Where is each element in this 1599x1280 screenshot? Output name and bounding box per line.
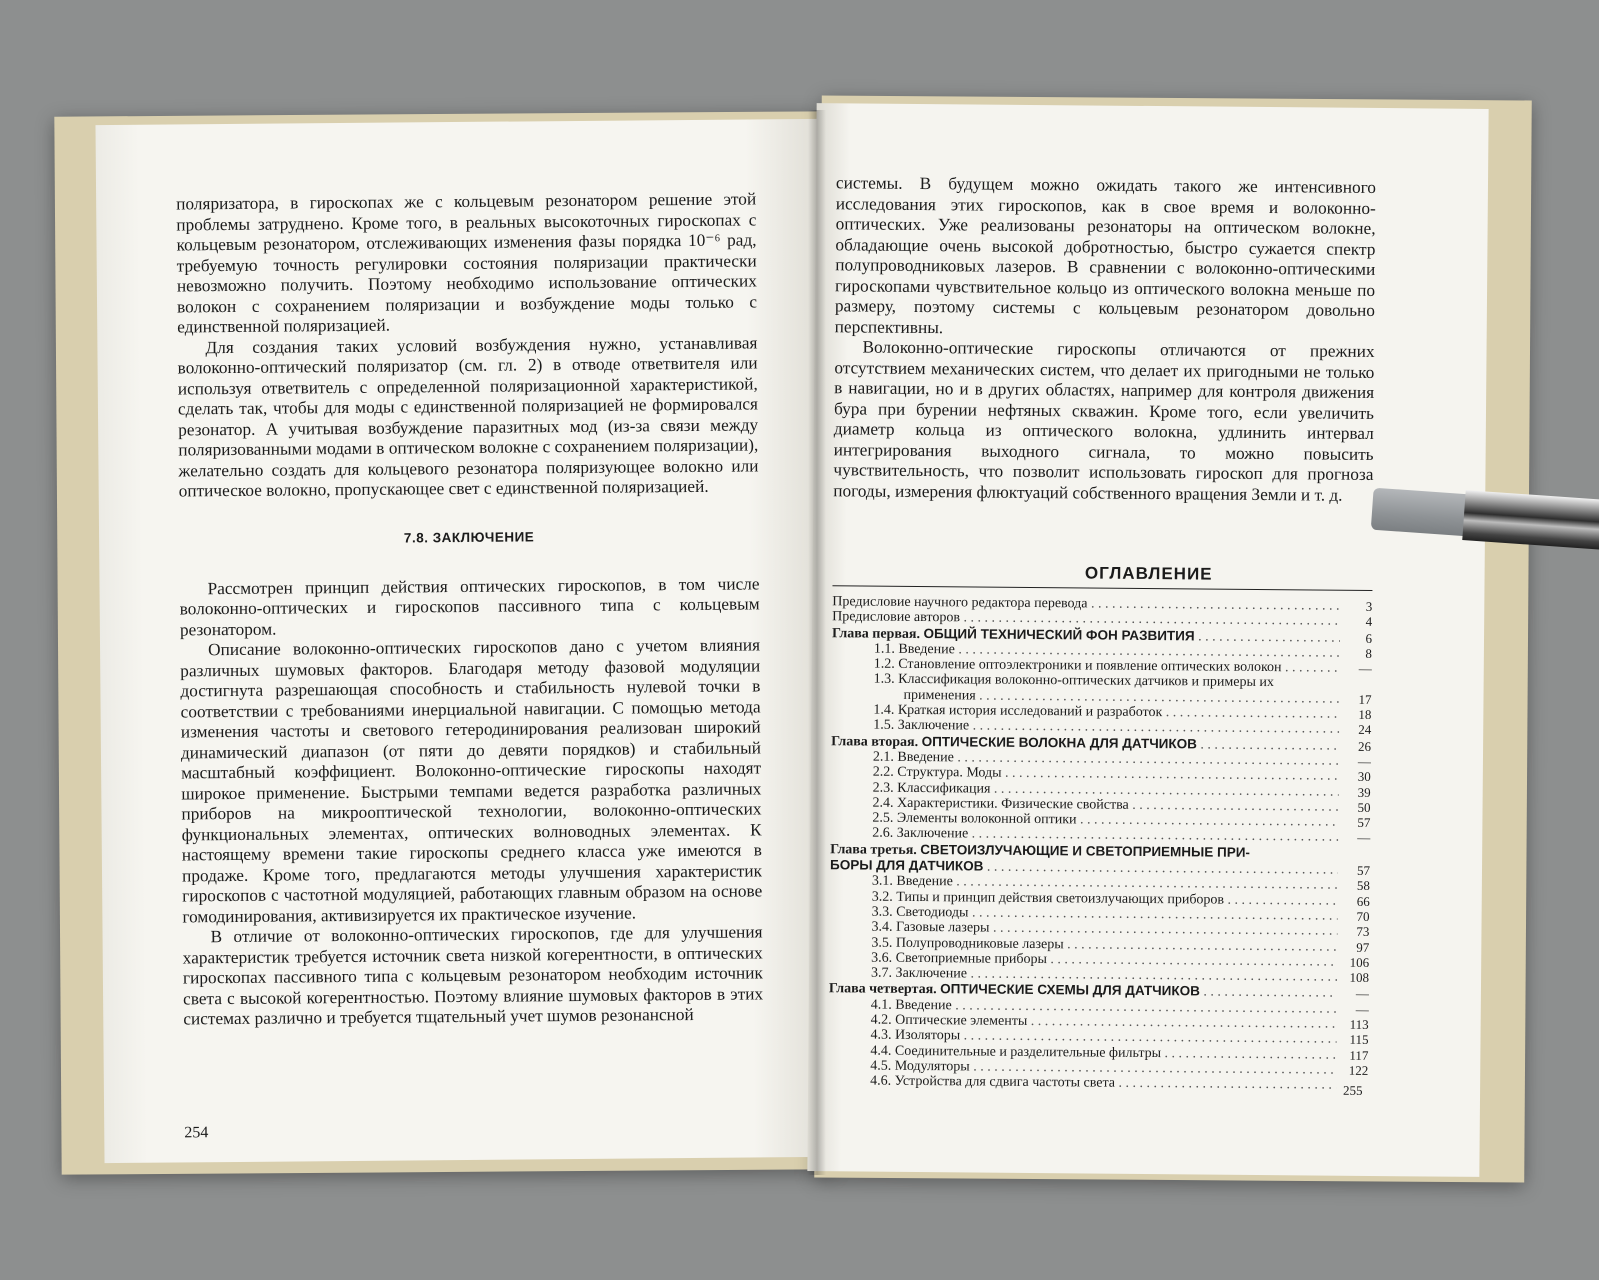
toc-page-number: 30: [1357, 769, 1371, 785]
toc-page-number: 106: [1349, 954, 1370, 970]
toc-page-number: 8: [1365, 645, 1372, 661]
left-paragraph-1: поляризатора, в гироскопах же с кольцевым резонатором решение этой проблемы затруднено. Кроме того, в реальных высокоточных гироскопах с кольцевым резонатором, отслеживающих изменения фазы порядка 10⁻⁶ рад, требуемую точность регулировки состояния поляризации практически невозможно получить. Поэтому необходимо использование оптических волокон с сохранением поляризации и возбуждение моды только с единственной поляризацией.: [176, 189, 758, 337]
page-number-right: 255: [1343, 1082, 1363, 1098]
toc-divider: [832, 585, 1372, 591]
toc-entry-label: 1.2. Становление оптоэлектроники и появление оптических волокон . . .: [874, 657, 1340, 676]
toc-entry-label: 4.6. Устройства для сдвига частоты света . . .: [870, 1074, 1336, 1093]
toc-page-number: 97: [1356, 939, 1370, 955]
toc-page-number: 122: [1348, 1062, 1369, 1078]
toc-chapter-number: Глава вторая.: [831, 733, 919, 750]
toc-page-number: 70: [1356, 908, 1370, 924]
section-heading: 7.8. ЗАКЛЮЧЕНИЕ: [403, 528, 535, 545]
toc-chapter-title: ОПТИЧЕСКИЕ СХЕМЫ ДЛЯ ДАТЧИКОВ: [940, 981, 1200, 999]
toc-entry-label: 1.4. Краткая история исследований и разработок . . .: [873, 703, 1339, 722]
toc-entry-label: 4.5. Модуляторы . . .: [870, 1058, 1336, 1077]
toc-chapter-number: Глава четвертая.: [828, 981, 937, 998]
toc-entry-label: применения . . .: [873, 687, 1339, 706]
toc-entry-label: 3.7. Заключение . . .: [871, 966, 1337, 985]
toc-chapter-title: ОПТИЧЕСКИЕ ВОЛОКНА ДЛЯ ДАТЧИКОВ: [921, 733, 1197, 752]
toc-page-number: 115: [1349, 1032, 1369, 1048]
toc-entry-label: Предисловие научного редактора перевода . . .: [832, 594, 1340, 614]
toc-entry-label: 2.4. Характеристики. Физические свойства . . .: [872, 795, 1338, 814]
toc-entry-label: 3.5. Полупроводниковые лазеры . . .: [871, 935, 1337, 954]
toc-entry-label: 1.3. Классификация волоконно-оптических датчиков и примеры их: [873, 672, 1274, 691]
toc-page-number: 18: [1358, 706, 1372, 723]
left-paragraph-5: В отличие от волоконно-оптических гироскопов, где для улучшения характеристик требуется источник света низкой когерентности, в оптических гироскопах пассивного типа с кольцевым резонатором необходим источник света с высокой когерентностью. Поэтому влияние шумовых факторов в этих системах различно и требуется тщательный учет шумов резонансной: [182, 922, 764, 1029]
toc-entry-label: 1.5. Заключение . . .: [873, 718, 1339, 737]
toc-entry-label: 3.6. Светоприемные приборы . . .: [871, 950, 1337, 969]
toc-entry-label: 3.3. Светодиоды . . .: [872, 905, 1338, 924]
toc-page-number: —: [1355, 1001, 1369, 1017]
toc-chapter-number: Глава третья.: [830, 841, 917, 858]
toc-entry-label: 4.4. Соединительные и разделительные фильтры . . .: [870, 1043, 1336, 1062]
toc-page-number: 4: [1365, 614, 1373, 630]
toc-entry-label: Предисловие авторов . . .: [832, 610, 1340, 630]
table-of-contents: [828, 594, 1372, 1093]
toc-entry-label: 2.6. Заключение . . .: [872, 826, 1338, 845]
right-text-column: [828, 173, 1376, 1093]
toc-page-number: —: [1357, 830, 1371, 846]
toc-page-number: 66: [1356, 893, 1370, 909]
toc-page-number: 57: [1356, 862, 1371, 878]
toc-entry-label: 2.2. Структура. Моды . . .: [873, 765, 1339, 784]
toc-entry-label: 3.4. Газовые лазеры . . .: [871, 920, 1337, 939]
toc-entry-label: 3.2. Типы и принцип действия светоизлучающих приборов . . .: [872, 889, 1338, 908]
toc-page-number: 58: [1356, 878, 1370, 894]
toc-page-number: —: [1358, 661, 1372, 677]
left-paragraph-2: Для создания таких условий возбуждения нужно, устанавливая волоконно-оптический поляризатор (см. гл. 2) в отводе ответвителя или используя ответвитель с определенной поляризационной характеристикой, сделать так, чтобы для моды с единственной поляризацией не формировался резонатор. А учитывая возбуждение паразитных мод (из-за связи между поляризованными модами в оптическом волокне с сохранением поляризации), желательно создать для кольцевого резонатора поляризующее волокно или оптическое волокно, пропускающее свет с единственной поляризацией.: [177, 332, 759, 501]
toc-entry-label: 2.5. Элементы волоконной оптики . . .: [872, 811, 1338, 830]
toc-entry-label: 3.1. Введение . . .: [872, 874, 1338, 893]
toc-page-number: —: [1355, 986, 1369, 1002]
left-paragraph-4: Описание волоконно-оптических гироскопов дано с учетом влияния различных шумовых факторов. Благодаря методу фазовой модуляции достигнута разрешающая способность и стабильность нулевой точки в соответствии с требованиями инерциальной навигации. С помощью метода изменения частоты и светового гетеродинирования реализован широкий динамический диапазон (от пяти до девяти порядков) и стабильный масштабный коэффициент. Волоконно-оптические гироскопы находят широкое применение. Быстрыми темпами ведется разработка различных приборов на микрооптической технологии, волоконно-оптических функциональных элементах, оптических волноводных элементах. К настоящему времени такие гироскопы среднего класса уже имеются в продаже. Кроме того, предлагаются методы улучшения характеристик гироскопов с частотной модуляцией, работающих главным образом на основе гомодинирования, активизируется их практическое изучение.: [180, 635, 763, 926]
toc-chapter-number: Глава первая.: [831, 625, 921, 642]
book-spine: [808, 110, 826, 1175]
toc-page-number: 50: [1357, 799, 1371, 815]
toc-page-number: 17: [1358, 691, 1372, 707]
toc-page-number: 6: [1365, 630, 1373, 646]
toc-page-number: 3: [1365, 598, 1373, 614]
toc-page-number: 117: [1349, 1047, 1369, 1063]
toc-page-number: 26: [1358, 738, 1372, 754]
page-number-left: 254: [184, 1124, 209, 1142]
toc-page-number: 57: [1357, 814, 1371, 831]
toc-entry-label: 2.3. Классификация . . .: [873, 780, 1339, 799]
right-paragraph-1: системы. В будущем можно ожидать такого же интенсивного исследования этих гироскопов, как в свое время и волоконно-оптических. Уже реализованы резонаторы на оптическом волокне, обладающие очень высокой добротностью, быстро сужается спектр полупроводниковых лазеров. В сравнении с волоконно-оптическими гироскопами чувствительное кольцо из оптического волокна меньше по размеру, поэтому системы с кольцевым резонатором довольно перспективны.: [834, 173, 1377, 337]
pen-cap: [1371, 488, 1474, 537]
toc-page-number: —: [1357, 753, 1372, 769]
toc-entry-label: 4.1. Введение . . .: [871, 997, 1337, 1016]
toc-chapter-title: БОРЫ ДЛЯ ДАТЧИКОВ: [829, 857, 984, 874]
toc-chapter-title: СВЕТОИЗЛУЧАЮЩИЕ И СВЕТОПРИЕМНЫЕ ПРИ-: [920, 841, 1251, 860]
toc-page-number: 24: [1358, 722, 1372, 738]
right-paragraph-2: Волоконно-оптические гироскопы отличаются от прежних отсутствием механических систем, что делает их пригодными не только в навигации, но и в других областях, например для контроля движения бура при бурении нефтяных скважин. Кроме того, если увеличить диаметр кольца из оптического волокна, удлинить интервал интегрирования выходного сигнала, то можно повысить чувствительность, что позволит использовать гироскоп для прогноза погоды, измерения флюктуаций собственного вращения Земли и т. д.: [833, 337, 1375, 505]
toc-entry-label: 1.1. Введение . . .: [874, 641, 1340, 660]
toc-entry-label: 2.1. Введение . . .: [873, 750, 1339, 769]
right-page: [807, 103, 1488, 1177]
toc-entry-label: 4.2. Оптические элементы . . .: [871, 1013, 1337, 1032]
toc-page-number: 108: [1349, 969, 1370, 986]
left-page: [95, 119, 826, 1163]
toc-page-number: 73: [1356, 924, 1370, 940]
left-text-column: [176, 189, 763, 1030]
toc-title: ОГЛАВЛЕНИЕ: [1084, 563, 1213, 584]
toc-page-number: 113: [1349, 1016, 1369, 1032]
toc-page-number: 39: [1357, 784, 1371, 800]
toc-entry-label: 4.3. Изоляторы . . .: [870, 1028, 1336, 1047]
toc-chapter-title: ОБЩИЙ ТЕХНИЧЕСКИЙ ФОН РАЗВИТИЯ: [923, 625, 1195, 644]
left-paragraph-3: Рассмотрен принцип действия оптических гироскопов, в том числе волоконно-оптических и гироскопов пассивного типа с кольцевым резонатором.: [179, 573, 760, 639]
